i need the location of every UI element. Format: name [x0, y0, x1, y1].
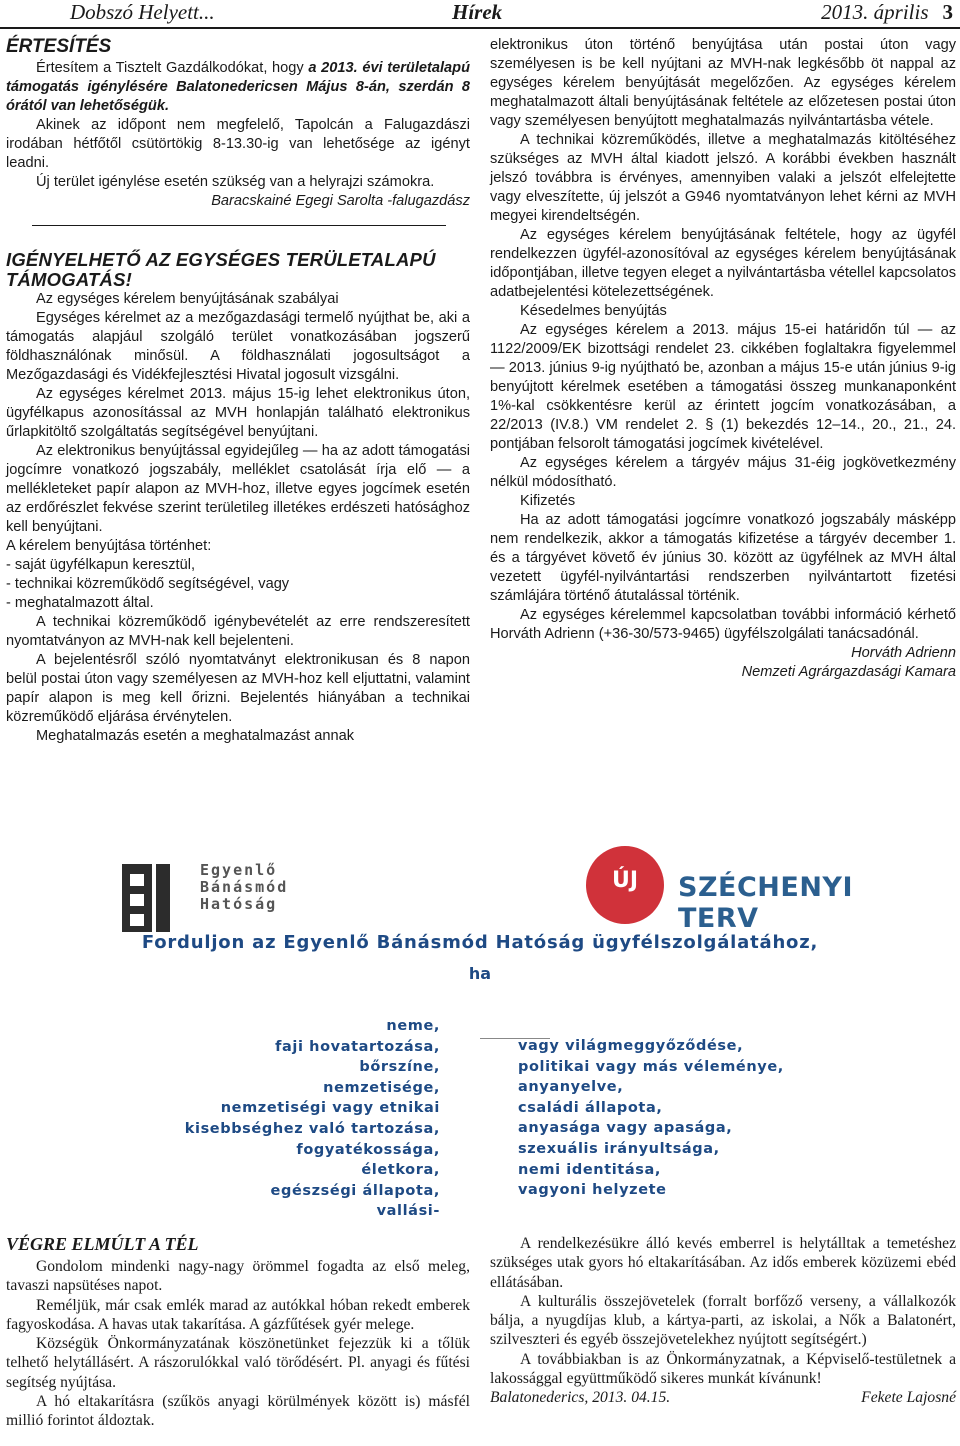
publication-title: Dobszó Helyett... [70, 0, 215, 24]
igen-r-p6: Az egységes kérelem a tárgyév május 31-éig jogkövetkezmény nélkül módosítható. [490, 455, 956, 490]
list-item: - technikai közreműködő segítségével, vagy [6, 576, 290, 592]
ertesites-title: ÉRTESÍTÉS [6, 36, 112, 57]
igen-r-p4: Késedelmes benyújtás [520, 303, 667, 319]
vegre-r-p1: A rendelkezésükre álló kevés emberrel is helytálltak a temetéshez szükséges utak gyors hó eltakarításában. Az idős emberek közüzemi ebéd ellátásában. [490, 1235, 956, 1291]
igen-r-p8: Ha az adott támogatási jogcímre vonatkozó jogszabály másképp nem rendelkezik, akkor a támogatás kifizetése a tárgyév december 1. és a tárgyévet követő év június 30. között az ügyfélnek az MVH által vezetett ügyfél-nyilvántartási rendszerben nyilvántartott fizetési számlájára történő átutalással történik. [490, 512, 956, 604]
igen-l-p5: A kérelem benyújtása történhet: [6, 538, 212, 554]
list-item: vagyoni helyzete [518, 1182, 667, 1199]
igen-r-p5: Az egységes kérelem a 2013. május 15-ei határidőn túl — az 1122/2009/EK bizottsági rendelet 23. cikkében foglaltakra figyelemmel — 2013. június 9-ig nyújtható be, azonban a május 15-e után június 9-ig benyújtott kérelmek esetében a támogatási összeg munkanaponként 1%-kal csökkentésre kerül az érintett jogcím vonatkozásában, a 22/2013 (IV.8.) VM rendelet 2. § (1) bekezdés 12–14., 20., 21., 24. pontjában felsorolt támogatási jogcímek kivételével. [490, 322, 956, 452]
list-item: kisebbséghez való tartozása, [184, 1120, 440, 1137]
ad-right-list [518, 1036, 784, 1201]
igen-l-p6: A technikai közreműködő igénybevételét az erre rendszeresített nyomtatványon az MVH-nak kell bejelenteni. [6, 614, 470, 649]
list-item: nemzetisége, [323, 1079, 440, 1096]
equal-treatment-ad [0, 818, 960, 1218]
section-divider [32, 225, 446, 226]
vegre-p3: Községük Önkormányzatának köszönetünket fejezzük ki a tőlük telhető helytállásért. A rászorulókkal való törődésért. Pl. anyagi és fűtési segítség nyújtása. [6, 1335, 470, 1391]
logo-line: Hatóság [200, 895, 278, 913]
ertesites-signature: Baracskainé Egegi Sarolta -falugazdász [211, 193, 470, 209]
list-item: politikai vagy más véleménye, [518, 1058, 784, 1075]
ertesites-p2: Akinek az időpont nem megfelelő, Tapolcán a Falugazdászi irodában hétfőtől csütörtökig 8-13.30-ig van lehetősége az igényt leadni. [6, 117, 470, 171]
list-item: nemzetiségi vagy etnikai [220, 1100, 440, 1117]
igen-signature-name: Horváth Adrienn [851, 645, 956, 661]
vegre-r-p2: A kulturális összejövetelek (forralt borfőző verseny, a vállalkozók bálja, a nyugdíjas klub, a kártya-parti, az iskolai, a Nők a Balatonért, szilveszteri és egyéb összejövetelekhez nyújtott segítségért.) [490, 1292, 956, 1349]
igenyelheto-title: IGÉNYELHETŐ AZ EGYSÉGES TERÜLETALAPÚ TÁMOGATÁS! [6, 249, 436, 290]
list-item: nemi identitása, [518, 1161, 661, 1178]
ebh-logo-text [200, 862, 288, 913]
vegre-p2: Reméljük, már csak emlék marad az autókkal hóban rekedt emberek fagyoskodása. A havas utak takarítása. A gázfűtések gyér melege. [6, 1296, 470, 1333]
list-item: fogyatékossága, [296, 1141, 440, 1158]
page-header [0, 0, 960, 26]
igen-r-p2: A technikai közreműködés, illetve a meghatalmazás kitöltéséhez szükséges az MVH által kiadott jelszó. A korábbi években használt jelszó továbbra is érvényes, amennyiben valaki a jelszót elfelejtette vagy elveszítette, új jelszót a G946 nyomtatványon lehet kérni az MVH megyei kirendeltségén. [490, 132, 956, 224]
ad-ha: ha [468, 964, 492, 983]
issue-date [821, 0, 953, 25]
header-rule [0, 27, 960, 29]
list-item: családi állapota, [518, 1099, 663, 1116]
szechenyi-text: SZÉCHENYI TERV [678, 872, 854, 934]
left-column [6, 36, 470, 746]
vegre-place-date: Balatonederics, 2013. 04.15. [490, 1389, 671, 1407]
list-item: faji hovatartozása, [275, 1038, 440, 1055]
page-number: 3 [942, 0, 953, 24]
list-item: anyanyelve, [518, 1079, 624, 1096]
list-item: egészségi állapota, [270, 1182, 440, 1199]
logo-line: Egyenlő [200, 861, 278, 879]
igen-l-p3: Az egységes kérelmet 2013. május 15-ig lehet elektronikus úton, ügyfélkapus azonosítással az MVH honlapján található elektronikus űrlapkitöltő szolgáltatás segítségével benyújtani. [6, 386, 470, 440]
igen-l-p8: Meghatalmazás esetén a meghatalmazást annak [36, 728, 355, 744]
ad-left-list [185, 1016, 440, 1222]
szechenyi-uj: ÚJ [611, 868, 639, 893]
igen-r-p1: elektronikus úton történő benyújtása után postai úton vagy személyesen is be kell nyújtani az MVH-nak legkésőbb öt nappal az egységes kérelem benyújtását megelőzően. Az egységes kérelem meghatalmazott általi benyújtásának feltétele az előzetesen postai úton vagy személyesen benyújtott meghatalmazás nyilvántartásba vétele. [490, 37, 956, 129]
vegre-right [490, 1234, 956, 1408]
logo-line: Bánásmód [200, 878, 289, 896]
ad-headline: Forduljon az Egyenlő Bánásmód Hatóság ügyfélszolgálatához, [141, 932, 819, 953]
list-item: - meghatalmazott által. [6, 595, 154, 611]
vegre-r-p3: A továbbiakban is az Önkormányzatnak, a Képviselő-testületnek a lakossággal együttműködő sikeres munkát kívánunk! [490, 1350, 956, 1388]
vegre-p4: A hó eltakarításra (szűkös anyagi körülmények között is) másfél millió forintot áldoztak. [6, 1393, 470, 1430]
ebh-logo-mark [120, 860, 190, 936]
vegre-left [6, 1234, 470, 1431]
igen-l-p4: Az elektronikus benyújtással egyidejűleg — ha az adott támogatási jogcímre vonatkozó jogszabály, melléklet csatolását írja elő — a mellékleteket papír alapon az MVH-hoz, illetve egyes jogcímek esetén az erdőrészlet fekvése szerint területileg illetékes erdészeti hatósághoz kell benyújtani. [6, 443, 470, 535]
section-title: Hírek [452, 0, 503, 24]
igen-r-p9: Az egységes kérelemmel kapcsolatban további információ kérhető Horváth Adrienn (+36-30/573-9465) ügyfélszolgálati tanácsadónál. [490, 607, 956, 642]
igen-l-p1: Az egységes kérelem benyújtásának szabályai [36, 291, 339, 307]
szechenyi-logo [586, 846, 936, 934]
ertesites-lead-a: Értesítem a Tisztelt Gazdálkodókat, hogy [36, 60, 309, 76]
vegre-p1: Gondolom mindenki nagy-nagy örömmel fogadta az első meleg, tavaszi napsütéses napot. [6, 1258, 470, 1295]
list-item: bőrszíne, [359, 1059, 440, 1076]
list-item: vallási- [376, 1203, 440, 1220]
vegre-title: VÉGRE ELMÚLT A TÉL [6, 1234, 199, 1254]
igen-l-p7: A bejelentésről szóló nyomtatványt elektronikusan és 8 napon belül postai úton vagy személyesen az MVH-hoz kell eljuttatni, valamint papír alapon is meg kell őrizni. Bejelentés hiányában a technikai közreműködő eljárása érvénytelen. [6, 652, 470, 725]
ertesites-lead-b: a 2013. évi területalapú támogatás igénylésére Balatonedericsen Május 8-án, szerdán 8 órától van lehetőségük. [6, 60, 470, 114]
igen-signature-org: Nemzeti Agrárgazdasági Kamara [741, 664, 956, 680]
right-column [490, 36, 956, 682]
igen-r-p3: Az egységes kérelem benyújtásának feltétele, hogy az ügyfél rendelkezzen ügyfél-azonosítóval az egységes kérelem benyújtásának időpontjában, illetve tegyen eleget a nyilvántartásba vétellel kapcsolatos adatbejelentési kötelezettségének. [490, 227, 956, 300]
list-item: neme, [386, 1018, 440, 1034]
vegre-author: Fekete Lajosné [861, 1389, 956, 1407]
list-item: szexuális irányultsága, [518, 1140, 720, 1157]
issue-date-text: 2013. április [821, 0, 929, 24]
ertesites-p3: Új terület igénylése esetén szükség van a helyrajzi számokra. [36, 174, 435, 190]
ertesites-lead [6, 59, 470, 116]
list-item: életkora, [361, 1162, 440, 1179]
list-item: vagy világmeggyőződése, [518, 1038, 744, 1054]
igen-r-p7: Kifizetés [520, 493, 576, 509]
vegre-signoff [490, 1388, 956, 1407]
list-item: anyasága vagy apasága, [518, 1120, 733, 1137]
igen-l-p2: Egységes kérelmet az a mezőgazdasági termelő nyújthat be, aki a támogatás alapjául szolgáló terület vonatkozásában jogszerű földhasználónak minősül. A földhasználati jogosultságot a Mezőgazdasági és Vidékfejlesztési Hivatal jogosult vizsgálni. [6, 310, 470, 383]
ebh-logo [120, 858, 365, 938]
list-item: - saját ügyfélkapun keresztül, [6, 557, 196, 573]
